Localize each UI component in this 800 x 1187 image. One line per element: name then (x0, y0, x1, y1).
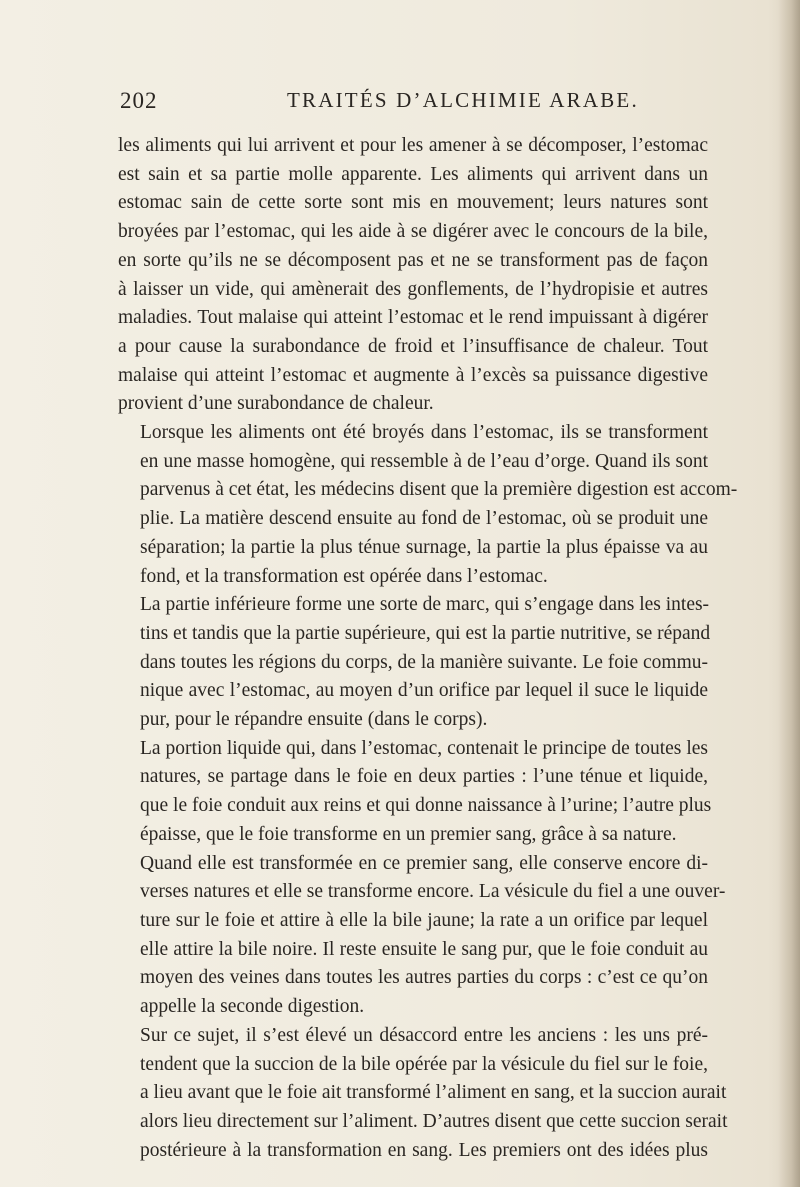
text-line: à laisser un vide, qui amènerait des gonflements, de l’hydropisie et autres (118, 278, 708, 300)
text-line: épaisse, que le foie transforme en un premier sang, grâce à sa nature. (140, 823, 677, 845)
text-line: broyées par l’estomac, qui les aide à se digérer avec le concours de la bile, (118, 221, 708, 243)
text-line: maladies. Tout malaise qui atteint l’estomac et le rend impuissant à digérer (118, 307, 708, 329)
text-line: fond, et la transformation est opérée dans l’estomac. (140, 565, 548, 587)
paragraph (118, 591, 711, 735)
text-line: en une masse homogène, qui ressemble à de l’eau d’orge. Quand ils sont (140, 450, 708, 472)
paragraph (118, 132, 708, 419)
paragraph (118, 850, 726, 1022)
text-line: tins et tandis que la partie supérieure, qui est la partie nutritive, se répand (140, 622, 711, 644)
page-edge-shadow (778, 0, 800, 1187)
text-line: a pour cause la surabondance de froid et l’insuffisance de chaleur. Tout (118, 335, 708, 357)
text-line: estomac sain de cette sorte sont mis en mouvement; leurs natures sont (118, 192, 708, 214)
text-line: que le foie conduit aux reins et qui donne naissance à l’urine; l’autre plus (140, 795, 712, 817)
body-text (118, 132, 738, 1165)
text-line: a lieu avant que le foie ait transformé l’aliment en sang, et la succion aurait (140, 1082, 727, 1104)
text-line: verses natures et elle se transforme encore. La vésicule du fiel a une ouver- (140, 881, 726, 903)
paragraph (118, 1022, 728, 1166)
text-line: Quand elle est transformée en ce premier sang, elle conserve encore di- (140, 852, 708, 874)
page-number: 202 (120, 88, 158, 113)
text-line: en sorte qu’ils ne se décomposent pas et ne se transforment pas de façon (118, 249, 708, 271)
text-line: nique avec l’estomac, au moyen d’un orifice par lequel il suce le liquide (140, 680, 708, 702)
text-line: Sur ce sujet, il s’est élevé un désaccord entre les anciens : les uns pré- (140, 1024, 708, 1046)
text-line: tendent que la succion de la bile opérée par la vésicule du fiel sur le foie, (140, 1053, 708, 1075)
text-line: postérieure à la transformation en sang. Les premiers ont des idées plus (140, 1139, 708, 1161)
text-line: natures, se partage dans le foie en deux parties : l’une ténue et liquide, (140, 766, 708, 788)
text-line: appelle la seconde digestion. (140, 996, 365, 1018)
text-line: elle attire la bile noire. Il reste ensuite le sang pur, que le foie conduit au (140, 938, 708, 960)
paragraph (118, 419, 738, 591)
text-line: ture sur le foie et attire à elle la bile jaune; la rate a un orifice par lequel (140, 909, 708, 931)
text-line: parvenus à cet état, les médecins disent que la première digestion est accom- (140, 479, 738, 501)
text-line: malaise qui atteint l’estomac et augmente à l’excès sa puissance digestive (118, 364, 708, 386)
text-line: provient d’une surabondance de chaleur. (118, 393, 434, 415)
text-line: dans toutes les régions du corps, de la manière suivante. Le foie commu- (140, 651, 708, 673)
running-title: TRAITÉS D’ALCHIMIE ARABE. (287, 88, 639, 112)
paragraph (118, 735, 712, 850)
text-line: Lorsque les aliments ont été broyés dans l’estomac, ils se transforment (140, 422, 708, 444)
text-line: pur, pour le répandre ensuite (dans le corps). (140, 709, 488, 731)
text-line: les aliments qui lui arrivent et pour les amener à se décomposer, l’estomac (118, 135, 708, 156)
text-line: est sain et sa partie molle apparente. Les aliments qui arrivent dans un (118, 163, 708, 185)
text-line: La partie inférieure forme une sorte de marc, qui s’engage dans les intes- (140, 594, 710, 616)
text-line: plie. La matière descend ensuite au fond de l’estomac, où se produit une (140, 508, 708, 530)
page-header (0, 88, 800, 128)
text-line: séparation; la partie la plus ténue surnage, la partie la plus épaisse va au (140, 536, 708, 558)
text-line: moyen des veines dans toutes les autres parties du corps : c’est ce qu’on (140, 967, 708, 989)
text-line: alors lieu directement sur l’aliment. D’autres disent que cette succion serait (140, 1110, 728, 1132)
text-line: La portion liquide qui, dans l’estomac, contenait le principe de toutes les (140, 737, 708, 759)
